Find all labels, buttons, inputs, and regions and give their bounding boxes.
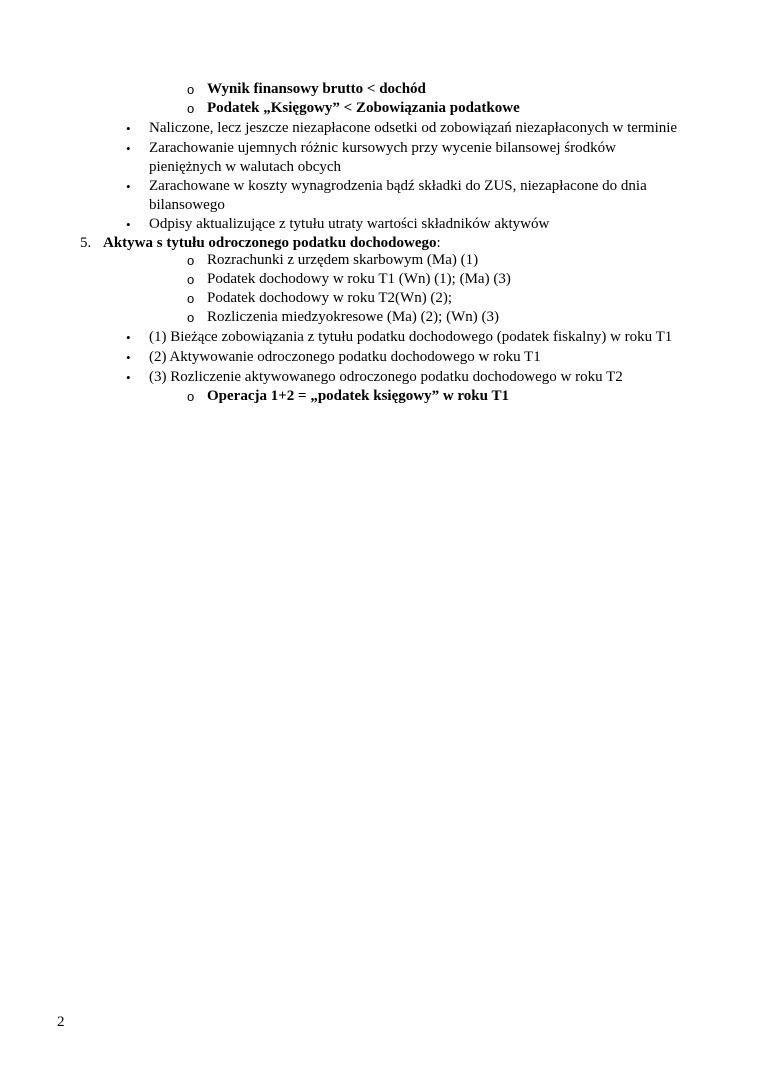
circle-bullet-icon: o [187,101,195,116]
list-item-text [149,215,549,234]
list-item-text [207,270,511,289]
list-item-text [207,80,426,99]
bullet-icon: • [126,370,131,385]
bullet-icon: • [126,121,131,136]
bullet-icon: • [126,217,131,232]
list-item-text [207,387,509,406]
list-item-label: bilansowego [149,197,225,213]
list-item-label: Odpisy aktualizujące z tytułu utraty wartości składników aktywów [149,216,550,232]
list-item [0,177,760,196]
list-item [0,348,760,367]
list-item-label: pieniężnych w walutach obcych [149,159,342,175]
list-item-text [149,158,341,177]
page-number: 2 [57,1014,65,1030]
list-item-label: Zarachowane w koszty wynagrodzenia bądź składki do ZUS, niezapłacone do dnia [149,178,647,194]
list-item-text [149,348,541,367]
list-item-text [149,119,677,138]
list-item-label: (1) Bieżące zobowiązania z tytułu podatku dochodowego (podatek fiskalny) w roku T1 [149,329,673,345]
list-item-text [149,139,616,158]
list-item [0,139,760,158]
list-item-text [207,308,499,327]
circle-bullet-icon: o [187,310,195,325]
sub-list-item [0,80,760,99]
list-item-text [149,328,672,347]
circle-bullet-icon: o [187,389,195,404]
sub-list-item [0,99,760,118]
sub-list-item [0,270,760,289]
sub-list-item [0,289,760,308]
list-item-label: (2) Aktywowanie odroczonego podatku dochodowego w roku T1 [149,349,541,365]
list-item-text [207,99,520,118]
list-item-label: Rozrachunki z urzędem skarbowym (Ma) (1) [207,252,479,268]
heading-suffix: : [436,235,441,251]
list-item-label: Wynik finansowy brutto < dochód [207,81,426,97]
list-item [0,119,760,138]
list-item-label: Podatek dochodowy w roku T1 (Wn) (1); (Ma) (3) [207,271,511,287]
bullet-icon: • [126,350,131,365]
circle-bullet-icon: o [187,272,195,287]
circle-bullet-icon: o [187,291,195,306]
list-item [0,368,760,387]
list-item-text [149,196,225,215]
list-item-text [149,368,623,387]
list-item [0,328,760,347]
list-item-label: (3) Rozliczenie aktywowanego odroczonego podatku dochodowego w roku T2 [149,369,623,385]
sub-list-item [0,308,760,327]
list-number: 5. [80,235,92,251]
list-item-label: Podatek „Księgowy” < Zobowiązania podatkowe [207,100,520,116]
bullet-icon: • [126,179,131,194]
list-item-label: Zarachowanie ujemnych różnic kursowych przy wycenie bilansowej środków [149,140,616,156]
circle-bullet-icon: o [187,82,195,97]
sub-list-item [0,251,760,270]
bullet-icon: • [126,330,131,345]
list-item [0,158,760,177]
list-item-text [207,289,452,308]
list-item [0,215,760,234]
list-item-label: Aktywa s tytułu odroczonego podatku dochodowego [103,235,437,251]
sub-list-item [0,387,760,406]
list-item-text [207,251,478,270]
bullet-icon: • [126,141,131,156]
list-item-label: Podatek dochodowy w roku T2(Wn) (2); [207,290,453,306]
list-item-label: Naliczone, lecz jeszcze niezapłacone odsetki od zobowiązań niezapłaconych w terminie [149,120,678,136]
list-item-text [149,177,647,196]
list-item-label: Operacja 1+2 = „podatek księgowy” w roku T1 [207,388,509,404]
list-item-label: Rozliczenia miedzyokresowe (Ma) (2); (Wn) (3) [207,309,499,325]
circle-bullet-icon: o [187,253,195,268]
list-item [0,196,760,215]
